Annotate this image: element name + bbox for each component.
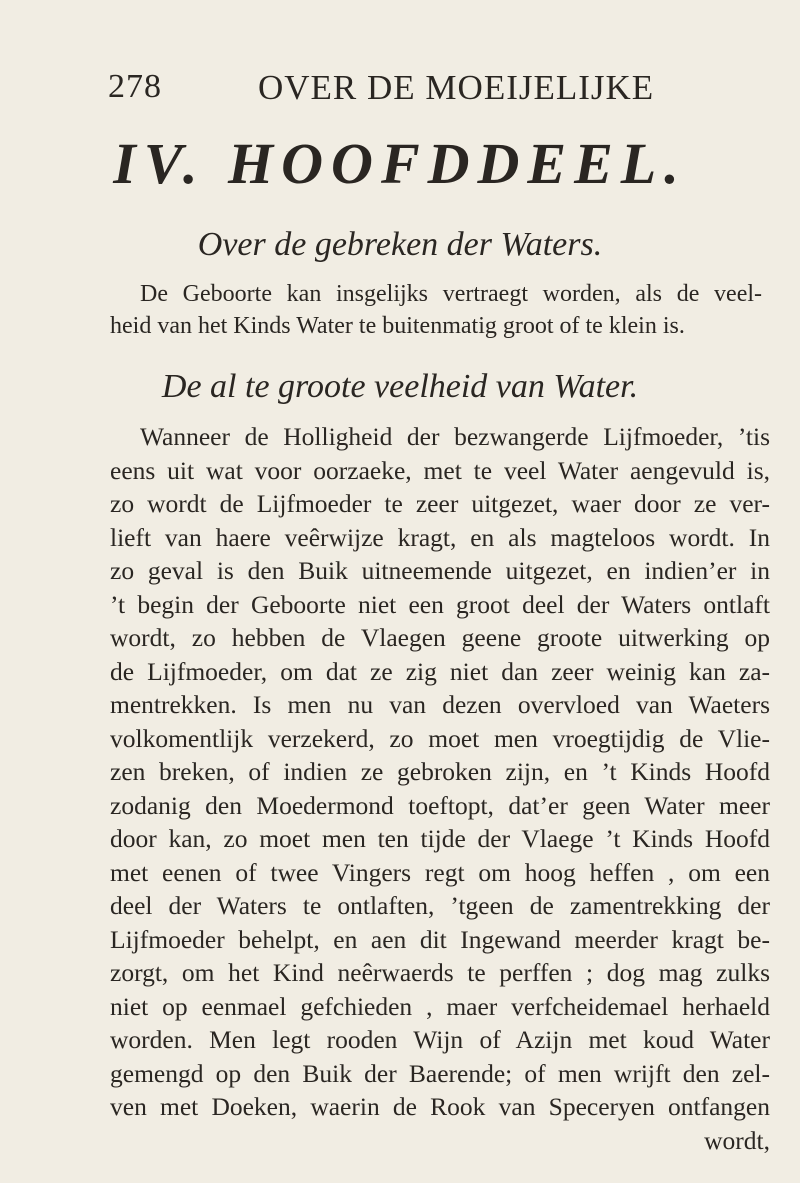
text-line: gemengd op den Buik der Baerende; of men wrijft den zel-	[110, 1058, 770, 1088]
text-line: eens uit wat voor oorzaeke, met te veel Water aengevuld is,	[110, 455, 770, 485]
text-line: volkomentlijk verzekerd, zo moet men vroegtijdig de Vlie-	[110, 723, 770, 753]
page-number: 278	[108, 68, 162, 105]
text-line: mentrekken. Is men nu van dezen overvloed van Waeters	[110, 690, 770, 719]
text-line: Lijfmoeder behelpt, en aen dit Ingewand meerder kragt be-	[110, 924, 770, 954]
text-line: heid van het Kinds Water te buitenmatig groot of te klein is.	[110, 313, 685, 339]
catchword: wordt,	[704, 1125, 770, 1155]
text-line: niet op eenmael gefchieden , maer verfcheidemael herhaeld	[110, 991, 770, 1021]
text-line: worden. Men legt rooden Wijn of Azijn met koud Water	[110, 1025, 770, 1054]
text-line: Wanneer de Holligheid der bezwangerde Lijfmoeder, ’tis	[140, 422, 770, 451]
text-line: De Geboorte kan insgelijks vertraegt worden, als de veel-	[140, 281, 762, 307]
text-line: zo wordt de Lijfmoeder te zeer uitgezet, waer door ze ver-	[110, 489, 770, 518]
text-line: zodanig den Moedermond toeftopt, dat’er geen Water meer	[110, 790, 770, 820]
text-line: zo geval is den Buik uitneemende uitgezet, en indien’er in	[110, 556, 770, 585]
section-heading: De al te groote veelheid van Water.	[161, 368, 639, 405]
text-line: met eenen of twee Vingers regt om hoog heffen , om een	[110, 857, 770, 887]
text-line: zen breken, of indien ze gebroken zijn, en ’t Kinds Hoofd	[110, 757, 770, 786]
body-paragraph	[110, 420, 770, 1157]
running-head	[108, 68, 740, 108]
intro-paragraph	[110, 278, 762, 342]
text-line: deel der Waters te ontlaften, ’tgeen de zamentrekking der	[110, 891, 770, 920]
text-line: ’t begin der Geboorte niet een groot deel der Waters ontlaft	[110, 589, 770, 619]
running-title: OVER DE MOEIJELIJKE	[258, 68, 655, 107]
text-line: ven met Doeken, waerin de Rook van Speceryen ontfangen	[110, 1092, 770, 1121]
text-line: de Lijfmoeder, om dat ze zig niet dan zeer weinig kan za-	[110, 656, 770, 686]
text-line: lieft van haere veêrwijze kragt, en als magteloos wordt. In	[110, 522, 770, 552]
chapter-heading: IV. HOOFDDEEL.	[113, 131, 687, 196]
text-line: door kan, zo moet men ten tijde der Vlaege ’t Kinds Hoofd	[110, 824, 770, 853]
text-line: wordt, zo hebben de Vlaegen geene groote uitwerking op	[110, 623, 770, 652]
chapter-subtitle: Over de gebreken der Waters.	[197, 226, 603, 263]
text-line: zorgt, om het Kind neêrwaerds te perffen ; dog mag zulks	[110, 958, 770, 987]
